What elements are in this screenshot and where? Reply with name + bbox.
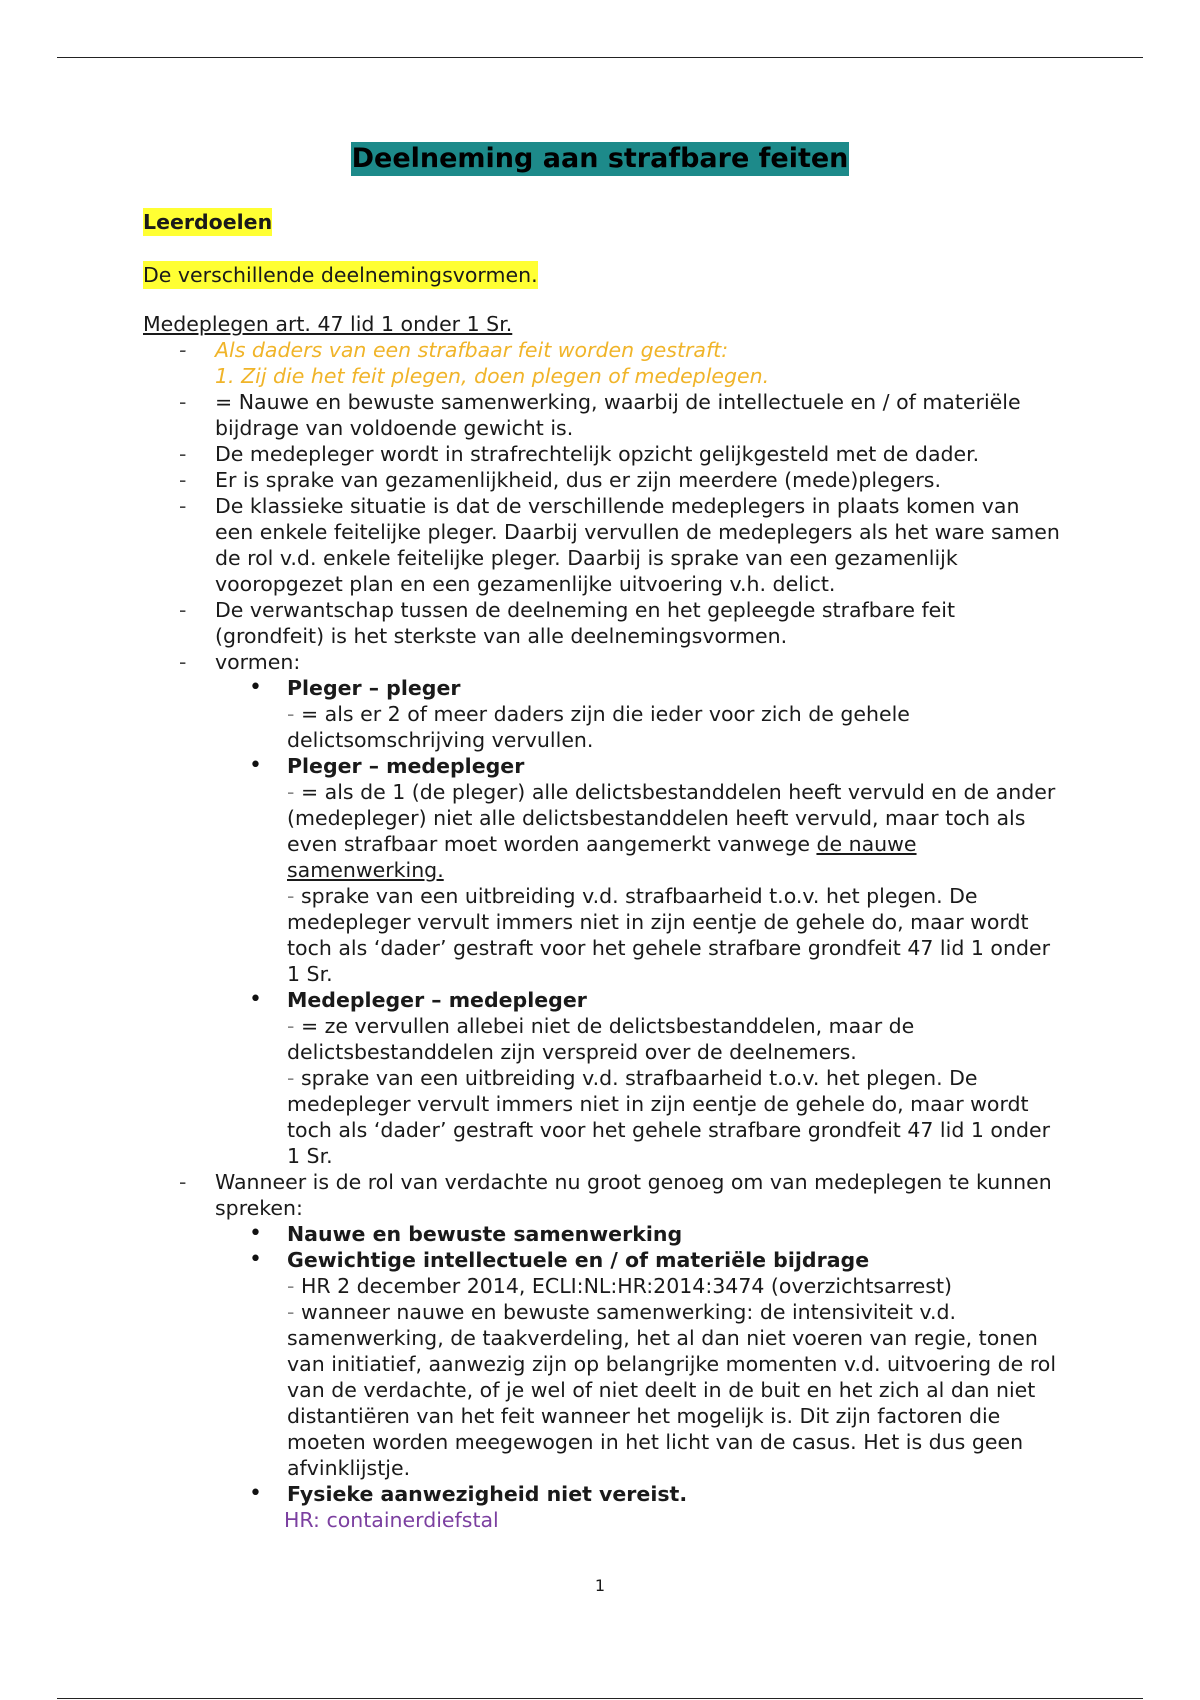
criteria-item <box>287 1221 1063 1247</box>
forms-list <box>215 675 1063 1169</box>
list-item-quote <box>215 337 1063 389</box>
criteria-title: • Gewichtige intellectuele en / of materiële bijdrage <box>287 1248 870 1272</box>
criteria-list <box>215 1221 1063 1533</box>
form-line-text: = ze vervullen allebei niet de delictsbestanddelen, maar de delictsbestanddelen zijn verspreid over de deelnemers. <box>287 1014 915 1064</box>
criteria-line <box>287 1273 1063 1299</box>
mini-dash: - <box>287 1014 295 1038</box>
criteria-item <box>284 1481 1063 1533</box>
form-item-medepleger-medepleger <box>287 987 1063 1169</box>
criteria-line-text: HR 2 december 2014, ECLI:NL:HR:2014:3474 (overzichtsarrest) <box>300 1274 953 1298</box>
quote-line-2: 1. Zij die het feit plegen, doen plegen of medeplegen. <box>215 364 770 388</box>
form-line-text: = als er 2 of meer daders zijn die ieder voor zich de gehele delictsomschrijving vervullen. <box>287 702 910 752</box>
medeplegen-list <box>143 337 1063 1533</box>
form-item-pleger-medepleger <box>287 753 1063 987</box>
subheading-text: De verschillende deelnemingsvormen. <box>143 263 538 287</box>
criteria-question: Wanneer is de rol van verdachte nu groot genoeg om van medeplegen te kunnen spreken: <box>215 1170 1052 1220</box>
quote-line-1: - Als daders van een strafbaar feit worden gestraft: <box>215 338 729 362</box>
top-rule <box>57 57 1143 58</box>
form-line-underlined: de nauwe samenwerking. <box>287 832 917 882</box>
list-item-criteria <box>215 1169 1063 1533</box>
form-line <box>287 1013 1063 1065</box>
page-number: 1 <box>594 1576 606 1595</box>
mini-dash: - <box>287 1300 295 1324</box>
form-line-text: = als de 1 (de pleger) alle delictsbestanddelen heeft vervuld en de ander (medepleger) niet alle delictsbestanddelen heeft vervuld, maar toch als even strafbaar moet worden aangemerkt vanwege <box>287 780 1056 856</box>
heading-leerdoelen-text: Leerdoelen <box>143 210 273 234</box>
form-line-text: sprake van een uitbreiding v.d. strafbaarheid t.o.v. het plegen. De medepleger vervult immers niet in zijn eentje de gehele do, maar wordt toch als ‘dader’ gestraft voor het gehele strafbare grondfeit 47 lid 1 onder 1 Sr. <box>287 884 1051 986</box>
list-item: - De klassieke situatie is dat de verschillende medeplegers in plaats komen van een enkele feitelijke pleger. Daarbij vervullen de medeplegers als het ware samen de rol v.d. enkele feitelijke pleger. Daarbij is sprake van een gezamenlijk vooropgezet plan en een gezamenlijke uitvoering v.h. delict. <box>215 493 1063 597</box>
title-block <box>0 142 1200 176</box>
bottom-rule <box>57 1698 1143 1699</box>
list-item: - Er is sprake van gezamenlijkheid, dus er zijn meerdere (mede)plegers. <box>215 467 1063 493</box>
mini-dash: - <box>287 780 295 804</box>
form-line <box>287 779 1063 883</box>
form-line-text: sprake van een uitbreiding v.d. strafbaarheid t.o.v. het plegen. De medepleger vervult immers niet in zijn eentje de gehele do, maar wordt toch als ‘dader’ gestraft voor het gehele strafbare grondfeit 47 lid 1 onder 1 Sr. <box>287 1066 1051 1168</box>
criteria-item <box>287 1247 1063 1481</box>
list-item: - De verwantschap tussen de deelneming en het gepleegde strafbare feit (grondfeit) is het sterkste van alle deelnemingsvormen. <box>215 597 1063 649</box>
list-item: - = Nauwe en bewuste samenwerking, waarbij de intellectuele en / of materiële bijdrage van voldoende gewicht is. <box>215 389 1063 441</box>
form-line <box>287 1065 1063 1169</box>
criteria-line <box>287 1299 1063 1481</box>
form-title: • Medepleger – medepleger <box>287 988 587 1012</box>
criteria-title: • Fysieke aanwezigheid niet vereist. <box>287 1482 688 1506</box>
criteria-title: • Nauwe en bewuste samenwerking <box>287 1222 683 1246</box>
list-item-vormen <box>215 649 1063 1169</box>
form-line <box>287 883 1063 987</box>
section-title-medeplegen: Medeplegen art. 47 lid 1 onder 1 Sr. <box>143 312 513 336</box>
heading-leerdoelen <box>143 208 1063 234</box>
mini-dash: - <box>287 702 295 726</box>
form-item-pleger-pleger <box>287 675 1063 753</box>
document-title: Deelneming aan strafbare feiten <box>351 143 849 174</box>
case-reference: HR: containerdiefstal <box>284 1508 499 1532</box>
form-line <box>287 701 1063 753</box>
form-title: • Pleger – pleger <box>287 676 461 700</box>
form-title: • Pleger – medepleger <box>287 754 525 778</box>
vormen-label: vormen: <box>215 650 301 674</box>
mini-dash: - <box>287 1066 295 1090</box>
list-item: - De medepleger wordt in strafrechtelijk opzicht gelijkgesteld met de dader. <box>215 441 1063 467</box>
document-body <box>143 208 1063 1533</box>
subheading-deelnemingsvormen <box>143 261 1063 287</box>
mini-dash: - <box>287 1274 295 1298</box>
criteria-line-text: wanneer nauwe en bewuste samenwerking: de intensiviteit v.d. samenwerking, de taakverdeling, het al dan niet voeren van regie, tonen van initiatief, aanwezig zijn op belangrijke momenten v.d. uitvoering de rol van de verdachte, of je wel of niet deelt in de buit en het zich al dan niet distantiëren van het feit wanneer het mogelijk is. Dit zijn factoren die moeten worden meegewogen in het licht van de casus. Het is dus geen afvinklijstje. <box>287 1300 1057 1480</box>
mini-dash: - <box>287 884 295 908</box>
